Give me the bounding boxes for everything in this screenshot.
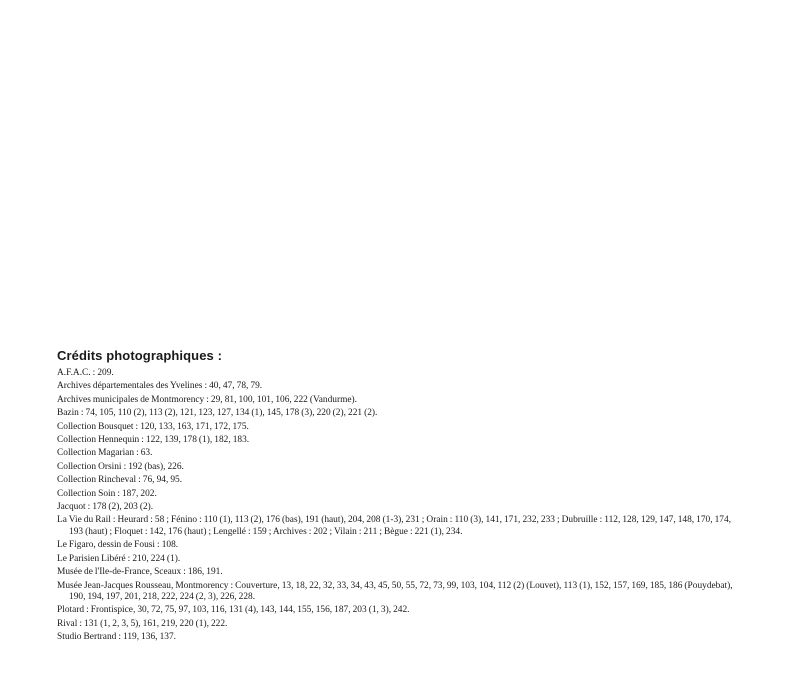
credit-line: Collection Magarian : 63. (57, 448, 153, 459)
credit-line: Jacquot : 178 (2), 203 (2). (57, 502, 154, 513)
credit-line: Musée de l'Ile-de-France, Sceaux : 186, 191. (57, 567, 223, 578)
credit-line: Collection Orsini : 192 (bas), 226. (57, 461, 184, 472)
credit-line: Archives municipales de Montmorency : 29, 81, 100, 101, 106, 222 (Vandurme). (57, 394, 358, 405)
credit-line: Rival : 131 (1, 2, 3, 5), 161, 219, 220 (1), 222. (57, 618, 228, 629)
credit-line: Archives départementales des Yvelines : 40, 47, 78, 79. (57, 381, 263, 392)
credit-line: Le Parisien Libéré : 210, 224 (1). (57, 553, 181, 564)
credit-line: A.F.A.C. : 209. (57, 368, 114, 378)
credit-line: Collection Bousquet : 120, 133, 163, 171, 172, 175. (57, 421, 249, 432)
credit-line: Musée Jean-Jacques Rousseau, Montmorency : Couverture, 13, 18, 22, 32, 33, 34, 43, 45, 50, 55, 72, 73, 99, 103, 104, 112 (2) (Louvet), 113 (1), 152, 157, 169, 185, 186 (Pouydebat), 190, 194, 197, 201, 218, 222, 224 (2, 3), 226, 228. (57, 580, 733, 602)
credits-heading: Crédits photographiques : (57, 348, 222, 363)
credit-line: Collection Hennequin : 122, 139, 178 (1), 182, 183. (57, 435, 250, 446)
credit-line: Collection Rincheval : 76, 94, 95. (57, 475, 183, 486)
credit-line: Plotard : Frontispice, 30, 72, 75, 97, 103, 116, 131 (4), 143, 144, 155, 156, 187, 203 (1, 3), 242. (57, 605, 410, 616)
credit-line: Le Figaro, dessin de Fousi : 108. (57, 540, 179, 551)
credit-line: Studio Bertrand : 119, 136, 137. (57, 632, 176, 643)
credit-line: La Vie du Rail : Heurard : 58 ; Fénino : 110 (1), 113 (2), 176 (bas), 191 (haut), 204, 208 (1-3), 231 ; Orain : 110 (3), 141, 171, 232, 233 ; Dubruille : 112, 128, 129, 147, 148, 170, 174, 193 (haut) ; Floquet : 142, 176 (haut) ; Lengellé : 159 ; Archives : 202 ; Vilain : 211 ; Bègue : 221 (1), 234. (57, 515, 732, 537)
credit-line: Bazin : 74, 105, 110 (2), 113 (2), 121, 123, 127, 134 (1), 145, 178 (3), 220 (2), 221 (2). (57, 408, 378, 419)
photo-credits-section (57, 347, 747, 646)
credit-line: Collection Soin : 187, 202. (57, 488, 157, 499)
